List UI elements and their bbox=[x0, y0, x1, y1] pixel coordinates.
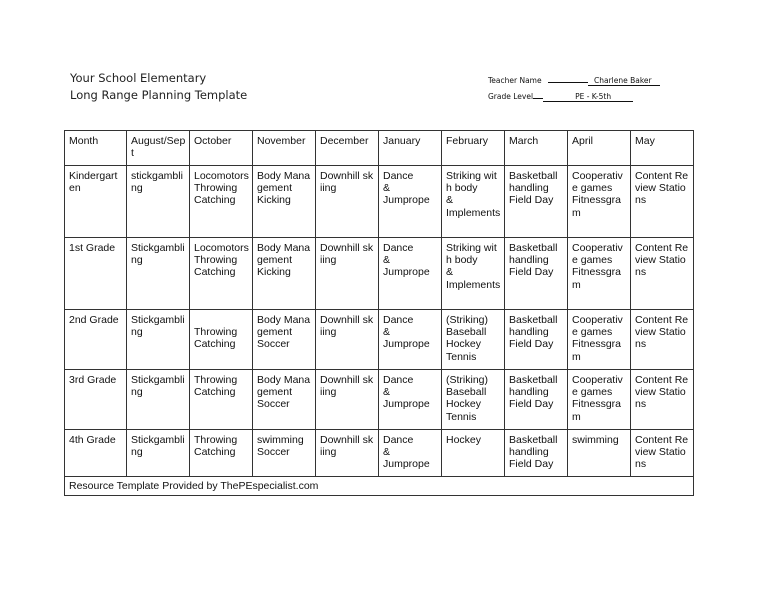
cell-line: Basketball handling bbox=[509, 434, 558, 459]
table-cell bbox=[505, 310, 568, 370]
table-cell bbox=[253, 166, 316, 238]
table-row bbox=[65, 238, 694, 310]
grade-label-cell bbox=[65, 310, 127, 370]
cell-line: Catching bbox=[194, 338, 236, 351]
cell-line: Basketball handling bbox=[509, 242, 558, 267]
table-cell bbox=[568, 166, 631, 238]
cell-line: Resource Template Provided by ThePEspecialist.com bbox=[69, 480, 319, 492]
table-cell bbox=[190, 166, 253, 238]
cell-line: Fitnessgram bbox=[572, 194, 622, 219]
table-cell bbox=[631, 370, 694, 430]
cell-line: Downhill skiing bbox=[320, 434, 374, 459]
table-cell bbox=[568, 238, 631, 310]
planning-table-body bbox=[65, 131, 694, 496]
teacher-label: Teacher Name bbox=[488, 76, 542, 85]
cell-line: December bbox=[320, 135, 369, 147]
cell-line: (Striking) bbox=[446, 314, 489, 326]
cell-line: Soccer bbox=[257, 446, 290, 459]
table-cell bbox=[568, 310, 631, 370]
table-cell bbox=[127, 166, 190, 238]
table-cell bbox=[190, 310, 253, 370]
teacher-meta bbox=[488, 73, 660, 105]
table-cell bbox=[316, 370, 379, 430]
resource-credit bbox=[65, 477, 694, 496]
cell-line: Body Management bbox=[257, 374, 311, 399]
table-cell bbox=[631, 238, 694, 310]
cell-line: Dance bbox=[383, 374, 414, 386]
table-cell bbox=[442, 238, 505, 310]
column-header bbox=[65, 131, 127, 166]
cell-line: Stickgambling bbox=[131, 374, 185, 399]
table-cell bbox=[505, 238, 568, 310]
table-cell bbox=[568, 430, 631, 477]
cell-line: Stickgambling bbox=[131, 434, 185, 459]
cell-line: August/Sept bbox=[131, 135, 186, 160]
cell-line: Hockey bbox=[446, 338, 482, 351]
cell-line: Body Management bbox=[257, 170, 311, 195]
cell-line: Field Day bbox=[509, 194, 554, 207]
column-header bbox=[127, 131, 190, 166]
planning-table bbox=[64, 130, 694, 496]
cell-line: Cooperative games bbox=[572, 242, 623, 267]
cell-line: 4th Grade bbox=[69, 434, 116, 446]
cell-line: Jumprope bbox=[383, 398, 430, 411]
table-row bbox=[65, 430, 694, 477]
table-cell bbox=[442, 166, 505, 238]
cell-line: Content Review Stations bbox=[635, 242, 689, 279]
cell-line: Field Day bbox=[509, 266, 554, 279]
cell-line: Throwing bbox=[194, 374, 238, 386]
table-row bbox=[65, 166, 694, 238]
cell-line: Cooperative games bbox=[572, 170, 623, 195]
cell-line: & bbox=[446, 194, 454, 207]
cell-line: Striking with body bbox=[446, 242, 497, 267]
grade-row bbox=[488, 89, 660, 105]
cell-line: & bbox=[383, 182, 391, 195]
document-header bbox=[70, 70, 247, 104]
cell-line: Jumprope bbox=[383, 266, 430, 279]
cell-line: Soccer bbox=[257, 338, 290, 351]
cell-line: March bbox=[509, 135, 539, 147]
table-cell bbox=[505, 166, 568, 238]
cell-line: & bbox=[446, 266, 454, 279]
table-cell bbox=[127, 370, 190, 430]
cell-line: swimming bbox=[572, 434, 619, 446]
cell-line: Field Day bbox=[509, 458, 554, 471]
cell-line: February bbox=[446, 135, 489, 147]
table-cell bbox=[316, 166, 379, 238]
table-cell bbox=[190, 238, 253, 310]
column-header bbox=[253, 131, 316, 166]
grade-label-cell bbox=[65, 370, 127, 430]
cell-line: Implements bbox=[446, 278, 501, 291]
cell-line: Throwing bbox=[194, 434, 238, 446]
table-cell bbox=[379, 370, 442, 430]
cell-line: stickgambling bbox=[131, 170, 183, 195]
table-cell bbox=[127, 238, 190, 310]
cell-line: Downhill skiing bbox=[320, 374, 374, 399]
table-cell bbox=[253, 430, 316, 477]
cell-line: Locomotors bbox=[194, 170, 249, 182]
cell-line: Throwing bbox=[194, 326, 238, 339]
cell-line: Cooperative games bbox=[572, 374, 623, 399]
table-cell bbox=[253, 310, 316, 370]
footer-row bbox=[65, 477, 694, 496]
cell-line: April bbox=[572, 135, 594, 147]
cell-line: Soccer bbox=[257, 398, 290, 411]
cell-line: Downhill skiing bbox=[320, 242, 374, 267]
cell-line: Kindergarten bbox=[69, 170, 118, 195]
cell-line: Field Day bbox=[509, 338, 554, 351]
teacher-row bbox=[488, 73, 660, 89]
cell-line: Fitnessgram bbox=[572, 266, 622, 291]
school-name: Your School Elementary bbox=[70, 71, 207, 85]
table-cell bbox=[253, 370, 316, 430]
grade-underline bbox=[533, 98, 543, 99]
column-header bbox=[190, 131, 253, 166]
cell-line: Catching bbox=[194, 386, 236, 399]
cell-line: Cooperative games bbox=[572, 314, 623, 339]
grade-level-value: PE - K-5th bbox=[543, 92, 633, 102]
cell-line: Basketball handling bbox=[509, 314, 558, 339]
cell-line: Stickgambling bbox=[131, 314, 185, 339]
cell-line: January bbox=[383, 135, 421, 147]
cell-line: 1st Grade bbox=[69, 242, 116, 254]
cell-line: Baseball bbox=[446, 386, 487, 399]
column-header bbox=[379, 131, 442, 166]
table-cell bbox=[379, 430, 442, 477]
cell-line: & bbox=[383, 386, 391, 399]
column-header bbox=[442, 131, 505, 166]
grade-label-cell bbox=[65, 166, 127, 238]
cell-line: 3rd Grade bbox=[69, 374, 117, 386]
table-cell bbox=[316, 310, 379, 370]
cell-line: Throwing bbox=[194, 254, 238, 267]
cell-line: Fitnessgram bbox=[572, 338, 622, 363]
grade-label-cell bbox=[65, 430, 127, 477]
cell-line: Tennis bbox=[446, 410, 477, 423]
cell-line: Hockey bbox=[446, 398, 482, 411]
table-cell bbox=[379, 166, 442, 238]
cell-line: Kicking bbox=[257, 194, 291, 207]
column-header bbox=[568, 131, 631, 166]
table-cell bbox=[316, 430, 379, 477]
table-cell bbox=[253, 238, 316, 310]
table-cell bbox=[190, 430, 253, 477]
cell-line: Body Management bbox=[257, 314, 311, 339]
cell-line: November bbox=[257, 135, 306, 147]
table-cell bbox=[316, 238, 379, 310]
cell-line: Catching bbox=[194, 194, 236, 207]
cell-line bbox=[194, 314, 249, 326]
grade-label: Grade Level bbox=[488, 92, 534, 101]
table-cell bbox=[568, 370, 631, 430]
cell-line: Kicking bbox=[257, 266, 291, 279]
cell-line: & bbox=[383, 254, 391, 267]
cell-line: Dance bbox=[383, 170, 414, 182]
cell-line: Basketball handling bbox=[509, 374, 558, 399]
cell-line: & bbox=[383, 446, 391, 459]
table-cell bbox=[505, 370, 568, 430]
table-cell bbox=[505, 430, 568, 477]
cell-line: 2nd Grade bbox=[69, 314, 119, 326]
cell-line: Catching bbox=[194, 446, 236, 459]
cell-line: Content Review Stations bbox=[635, 374, 689, 411]
cell-line: Jumprope bbox=[383, 338, 430, 351]
table-cell bbox=[442, 430, 505, 477]
cell-line: Dance bbox=[383, 434, 414, 446]
cell-line: Throwing bbox=[194, 182, 238, 195]
cell-line: Hockey bbox=[446, 434, 482, 446]
column-header bbox=[316, 131, 379, 166]
table-cell bbox=[127, 430, 190, 477]
cell-line: swimming bbox=[257, 434, 304, 446]
table-cell bbox=[631, 166, 694, 238]
cell-line: Content Review Stations bbox=[635, 434, 689, 471]
cell-line: May bbox=[635, 135, 655, 147]
table-row bbox=[65, 370, 694, 430]
teacher-name-value: Charlene Baker bbox=[588, 76, 660, 86]
cell-line: Stickgambling bbox=[131, 242, 185, 267]
cell-line: Baseball bbox=[446, 326, 487, 339]
cell-line: Dance bbox=[383, 242, 414, 254]
cell-line: October bbox=[194, 135, 232, 147]
header-row bbox=[65, 131, 694, 166]
column-header bbox=[505, 131, 568, 166]
cell-line: Downhill skiing bbox=[320, 314, 374, 339]
table-cell bbox=[442, 370, 505, 430]
cell-line: Tennis bbox=[446, 350, 477, 363]
table-cell bbox=[127, 310, 190, 370]
cell-line: (Striking) bbox=[446, 374, 489, 386]
cell-line: Basketball handling bbox=[509, 170, 558, 195]
cell-line: Month bbox=[69, 135, 99, 147]
cell-line: & bbox=[383, 326, 391, 339]
table-row bbox=[65, 310, 694, 370]
column-header bbox=[631, 131, 694, 166]
cell-line: Dance bbox=[383, 314, 414, 326]
table-cell bbox=[631, 310, 694, 370]
template-title: Long Range Planning Template bbox=[70, 88, 248, 102]
cell-line: Jumprope bbox=[383, 194, 430, 207]
table-cell bbox=[190, 370, 253, 430]
cell-line: Body Management bbox=[257, 242, 311, 267]
cell-line: Content Review Stations bbox=[635, 314, 689, 351]
cell-line: Fitnessgram bbox=[572, 398, 622, 423]
cell-line: Downhill skiing bbox=[320, 170, 374, 195]
grade-label-cell bbox=[65, 238, 127, 310]
cell-line: Implements bbox=[446, 206, 501, 219]
cell-line: Catching bbox=[194, 266, 236, 279]
table-cell bbox=[379, 238, 442, 310]
table-cell bbox=[379, 310, 442, 370]
cell-line: Field Day bbox=[509, 398, 554, 411]
table-cell bbox=[442, 310, 505, 370]
table-cell bbox=[631, 430, 694, 477]
cell-line: Striking with body bbox=[446, 170, 497, 195]
cell-line: Locomotors bbox=[194, 242, 249, 254]
cell-line: Jumprope bbox=[383, 458, 430, 471]
teacher-underline bbox=[548, 82, 588, 83]
cell-line: Content Review Stations bbox=[635, 170, 689, 207]
